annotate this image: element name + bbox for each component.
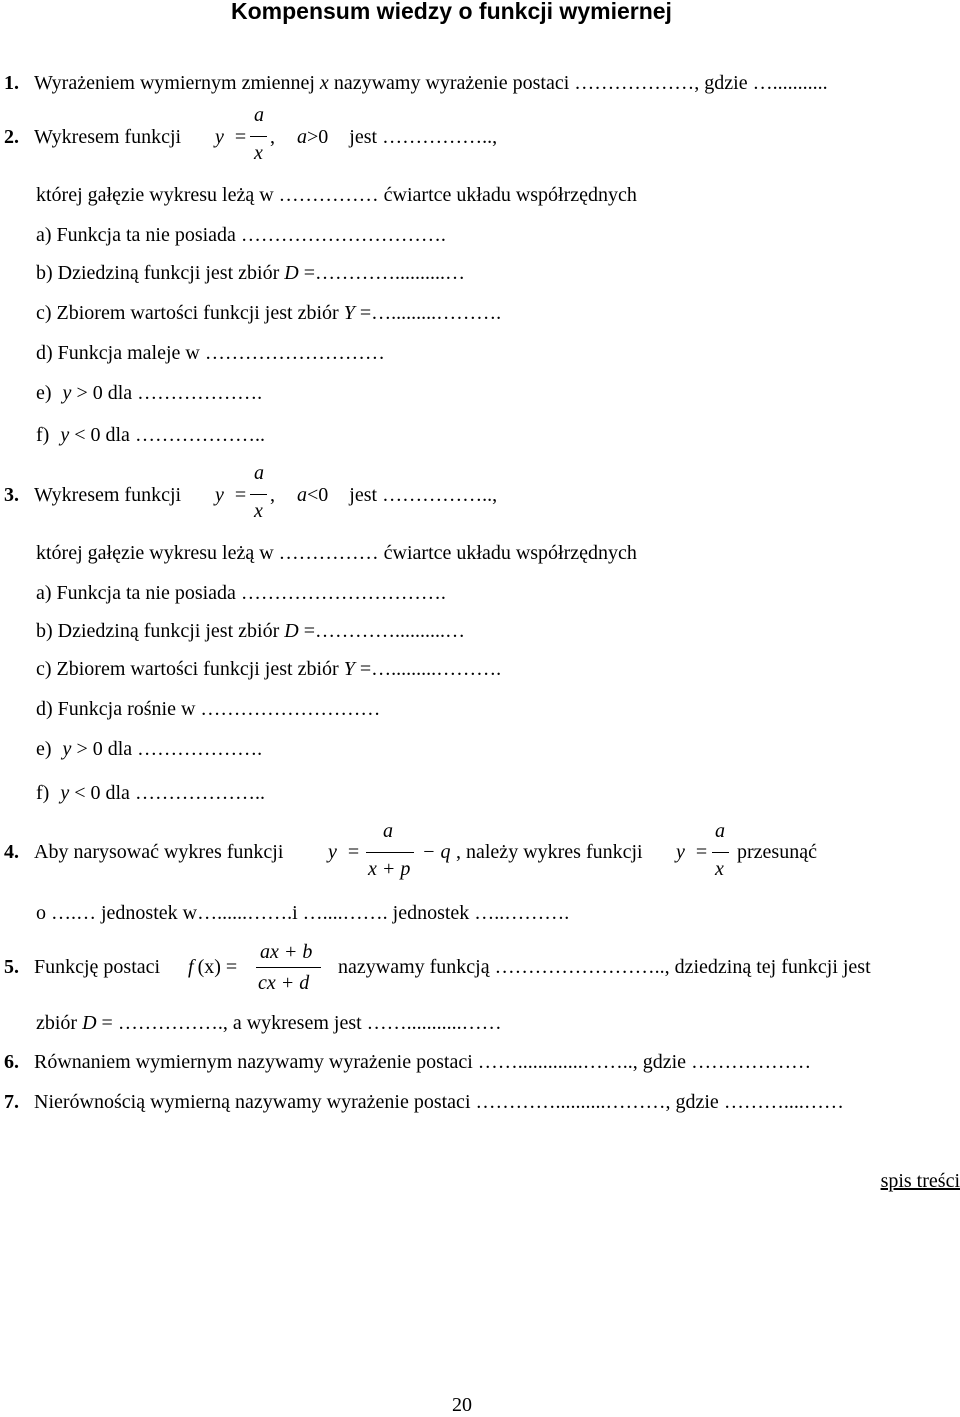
fraction-bar — [256, 967, 321, 968]
item-3c — [36, 658, 501, 681]
argument: (x) = — [197, 956, 238, 978]
formula-homographic — [188, 956, 237, 979]
page-title: Kompensum wiedzy o funkcji wymiernej — [231, 0, 672, 24]
blank-dots: …………………….. — [494, 956, 665, 978]
equals-sign: = — [234, 484, 247, 506]
text-end: przesunąć — [737, 841, 817, 863]
condition — [297, 484, 497, 507]
item-5-line-2 — [36, 1012, 502, 1035]
item-3-line-2 — [36, 542, 637, 565]
fraction-denominator: x — [254, 500, 263, 522]
formula-y-a-over-x — [215, 126, 246, 149]
item-text: Wykresem funkcji — [34, 484, 182, 506]
text: b) Dziedziną funkcji jest zbiór — [36, 620, 280, 642]
item-2-line-1 — [4, 126, 181, 149]
item-number: 5. — [4, 956, 19, 978]
item-number: 6. — [4, 1051, 19, 1073]
fraction-bar — [366, 852, 414, 853]
item-4-line-1 — [4, 841, 283, 864]
gdzie-label: , gdzie — [632, 1051, 687, 1073]
text: b) Dziedziną funkcji jest zbiór — [36, 262, 280, 284]
item-3-line-1 — [4, 484, 181, 507]
fraction-bar — [250, 494, 267, 495]
item-text: Aby narysować wykres funkcji — [34, 841, 284, 863]
fraction-denominator: x + p — [368, 858, 411, 880]
equals-sign: = — [347, 841, 360, 863]
fraction-denominator: cx + d — [258, 972, 310, 994]
item-5-line-1 — [4, 956, 160, 979]
item-text-2: nazywamy wyrażenie postaci — [333, 72, 570, 94]
text-2: =…………..........… — [303, 262, 465, 284]
item-2-line-2 — [36, 184, 637, 207]
variable-f: f — [188, 956, 194, 978]
text-2: ćwiartce układu współrzędnych — [383, 184, 637, 206]
blank-dots-2: ……………… — [691, 1051, 812, 1073]
formula-base — [676, 841, 707, 864]
fraction-bar — [712, 852, 729, 853]
text-end: , dziedziną tej funkcji jest — [664, 956, 871, 978]
gdzie-label: , gdzie — [694, 72, 748, 94]
minus-q: − q — [422, 841, 451, 863]
gdzie-label: , gdzie — [665, 1091, 719, 1113]
blank-dots: …………… — [278, 184, 379, 206]
variable-y: y — [62, 382, 72, 404]
fraction-numerator: a — [715, 820, 725, 842]
label: f) — [36, 424, 50, 446]
text-2: =….........………. — [359, 658, 502, 680]
label: f) — [36, 782, 50, 804]
item-2e — [36, 382, 262, 405]
variable-d: D — [284, 262, 299, 284]
text: której gałęzie wykresu leżą w — [36, 542, 274, 564]
comma: , — [270, 484, 275, 506]
item-1 — [4, 72, 828, 95]
item-number: 2. — [4, 126, 19, 148]
text: c) Zbiorem wartości funkcji jest zbiór — [36, 658, 339, 680]
item-3e — [36, 738, 262, 761]
blank-dots: …….............…….. — [477, 1051, 633, 1073]
label: e) — [36, 738, 52, 760]
blank-dots: ………………. — [137, 382, 263, 404]
variable-d: D — [82, 1012, 97, 1034]
equals-sign: = — [234, 126, 247, 148]
text: zbiór — [36, 1012, 78, 1034]
item-3b — [36, 620, 465, 643]
item-number: 4. — [4, 841, 19, 863]
table-of-contents-link[interactable]: spis treści — [880, 1170, 960, 1192]
blank-dots: …………… — [278, 542, 379, 564]
variable-y-set: Y — [343, 302, 355, 324]
comma: , — [270, 126, 275, 148]
label: e) — [36, 382, 52, 404]
blank-dots: ……………… — [574, 72, 695, 94]
fraction-numerator: a — [254, 462, 264, 484]
variable-y: y — [215, 484, 224, 506]
item-number: 1. — [4, 72, 19, 94]
blank-dots: ……………….. — [134, 782, 265, 804]
text-mid: , należy wykres funkcji — [456, 841, 643, 863]
blank-dots: ……………….. — [134, 424, 265, 446]
variable-y: y — [215, 126, 224, 148]
blank-dots: …………..........……… — [475, 1091, 666, 1113]
variable-y: y — [60, 424, 70, 446]
blank-dots-2: …........... — [752, 72, 828, 94]
item-text: Wykresem funkcji — [34, 126, 182, 148]
blank-dots: …………….., — [382, 126, 498, 148]
formula-shifted — [328, 841, 359, 864]
jest-label: jest — [349, 484, 378, 506]
item-2c — [36, 302, 501, 325]
equals-sign: = — [695, 841, 708, 863]
text: < 0 dla — [74, 424, 130, 446]
variable-a: a — [297, 126, 307, 148]
item-2b — [36, 262, 465, 285]
text-2: =….........………. — [359, 302, 502, 324]
fraction-numerator: a — [254, 104, 264, 126]
text: < 0 dla — [74, 782, 130, 804]
fraction-numerator: a — [383, 820, 393, 842]
item-number: 7. — [4, 1091, 19, 1113]
variable-y: y — [60, 782, 70, 804]
formula-y-a-over-x — [215, 484, 246, 507]
item-3d: d) Funkcja rośnie w ……………………… — [36, 698, 381, 720]
condition-text: >0 — [307, 126, 329, 148]
item-7 — [4, 1091, 844, 1114]
variable-a: a — [297, 484, 307, 506]
text: której gałęzie wykresu leżą w — [36, 184, 274, 206]
variable-x: x — [319, 72, 329, 94]
item-text: Wyrażeniem wymiernym zmiennej — [34, 72, 315, 94]
text: c) Zbiorem wartości funkcji jest zbiór — [36, 302, 339, 324]
variable-y: y — [328, 841, 337, 863]
text-2: ćwiartce układu współrzędnych — [383, 542, 637, 564]
text: > 0 dla — [76, 738, 133, 760]
item-3a: a) Funkcja ta nie posiada …………………………. — [36, 582, 446, 604]
blank-dots: ………………. — [137, 738, 263, 760]
blank-dots-2: ………....…… — [723, 1091, 844, 1113]
item-text: Równaniem wymiernym nazywamy wyrażenie postaci — [34, 1051, 473, 1073]
item-6 — [4, 1051, 811, 1074]
item-2f — [36, 424, 265, 447]
text: > 0 dla — [76, 382, 133, 404]
text: nazywamy funkcją — [338, 956, 490, 978]
condition — [297, 126, 497, 149]
item-4-line-2: o ….… jednostek w…......…….i …....……. jednostek …..………. — [36, 902, 570, 924]
variable-y: y — [62, 738, 72, 760]
fraction-bar — [250, 136, 267, 137]
page-number: 20 — [452, 1394, 472, 1416]
fraction-denominator: x — [715, 858, 724, 880]
variable-d: D — [284, 620, 299, 642]
blank-dots: …………….., — [382, 484, 498, 506]
item-3f — [36, 782, 265, 805]
text-2: = ……………., a wykresem jest ……...........…… — [101, 1012, 502, 1034]
text-mid — [338, 956, 871, 979]
condition-text: <0 — [307, 484, 329, 506]
fraction-denominator: x — [254, 142, 263, 164]
text-2: =…………..........… — [303, 620, 465, 642]
item-2d: d) Funkcja maleje w ……………………… — [36, 342, 385, 364]
item-number: 3. — [4, 484, 19, 506]
item-text: Nierównością wymierną nazywamy wyrażenie postaci — [34, 1091, 471, 1113]
item-text: Funkcję postaci — [34, 956, 161, 978]
item-2a: a) Funkcja ta nie posiada …………………………. — [36, 224, 446, 246]
variable-y-set: Y — [343, 658, 355, 680]
fraction-numerator: ax + b — [260, 941, 313, 963]
jest-label: jest — [349, 126, 378, 148]
variable-y: y — [676, 841, 685, 863]
